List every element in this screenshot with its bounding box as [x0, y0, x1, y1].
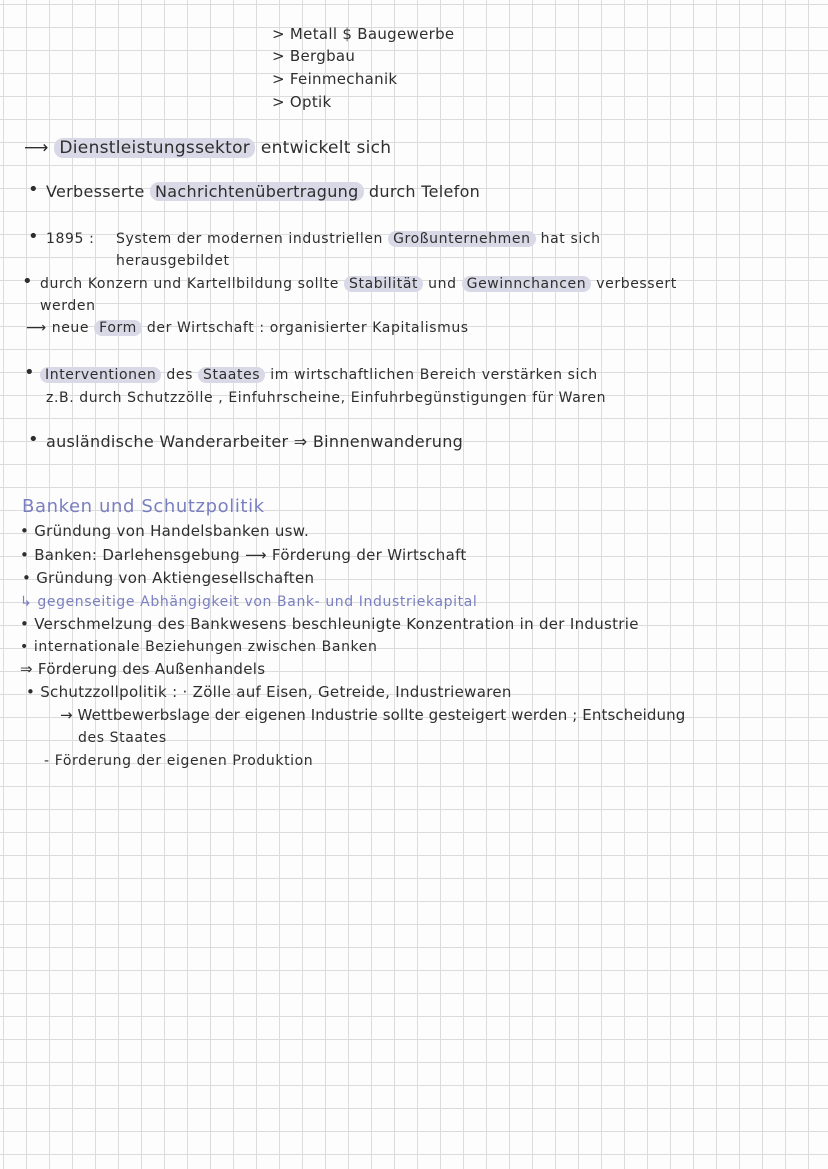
- highlight-interventionen: Interventionen: [40, 367, 161, 383]
- highlight-dienstleistungssektor: Dienstleistungssektor: [54, 138, 255, 158]
- bullet-icon: •: [28, 179, 39, 200]
- list-item-abhaengigkeit: ↳ gegenseitige Abhängigkeit von Bank- und Industriekapital: [20, 594, 478, 610]
- note-konzern-kartell: [40, 274, 677, 294]
- text: entwickelt sich: [255, 138, 392, 158]
- list-item-optik: > Optik: [272, 93, 332, 111]
- list-item: → Wettbewerbslage der eigenen Industrie sollte gesteigert werden ; Entscheidung: [60, 706, 686, 724]
- highlight-nachrichtenuebertragung: Nachrichtenübertragung: [150, 182, 364, 201]
- highlight-staates: Staates: [198, 367, 265, 383]
- text: des: [161, 367, 199, 383]
- note-wanderarbeiter: ausländische Wanderarbeiter ⇒ Binnenwanderung: [46, 432, 464, 451]
- note-konzern-kartell-cont: werden: [40, 298, 96, 314]
- bullet-icon: •: [24, 362, 35, 383]
- text: und: [423, 276, 462, 292]
- list-item: • Gründung von Handelsbanken usw.: [20, 522, 310, 540]
- note-grossunternehmen: [116, 229, 601, 249]
- text: neue: [51, 320, 95, 336]
- highlight-stabilitaet: Stabilität: [344, 276, 423, 292]
- text: der Wirtschaft : organisierter Kapitalismus: [141, 320, 469, 336]
- bullet-icon: •: [22, 271, 33, 292]
- arrow-icon: ⟶: [26, 320, 47, 336]
- highlight-gewinnchancen: Gewinnchancen: [462, 276, 592, 292]
- text: System der modernen industriellen: [116, 231, 389, 247]
- arrow-icon: ⟶: [24, 138, 49, 158]
- section-heading-banken: Banken und Schutzpolitik: [22, 496, 265, 517]
- note-organisierter-kapitalismus: [26, 318, 469, 338]
- list-item: • internationale Beziehungen zwischen Banken: [20, 639, 378, 655]
- list-item: • Gründung von Aktiengesellschaften: [22, 569, 315, 587]
- highlight-grossunternehmen: Großunternehmen: [388, 231, 536, 247]
- note-nachrichtenuebertragung: [46, 182, 480, 202]
- text: durch Telefon: [363, 182, 481, 201]
- note-interventionen-cont: z.B. durch Schutzzölle , Einfuhrscheine, Einfuhrbegünstigungen für Waren: [46, 390, 607, 406]
- text: im wirtschaftlichen Bereich verstärken sich: [265, 367, 598, 383]
- list-item: • Banken: Darlehensgebung ⟶ Förderung der Wirtschaft: [20, 546, 467, 564]
- list-item-cont: des Staates: [78, 730, 167, 746]
- list-item: - Förderung der eigenen Produktion: [44, 753, 314, 769]
- bullet-icon: •: [28, 429, 39, 450]
- note-dienstleistungssektor: [24, 138, 391, 158]
- note-1895-year: 1895 :: [46, 231, 95, 247]
- text: Verbesserte: [46, 182, 151, 201]
- bullet-icon: •: [28, 226, 39, 247]
- highlight-form: Form: [94, 320, 142, 336]
- list-item: • Verschmelzung des Bankwesens beschleunigte Konzentration in der Industrie: [20, 615, 639, 633]
- list-item-bergbau: > Bergbau: [272, 47, 356, 65]
- list-item: • Schutzzollpolitik : · Zölle auf Eisen, Getreide, Industriewaren: [26, 683, 512, 701]
- list-item: ⇒ Förderung des Außenhandels: [20, 660, 266, 678]
- text: durch Konzern und Kartellbildung sollte: [40, 276, 345, 292]
- text: verbessert: [591, 276, 677, 292]
- note-interventionen: [40, 365, 598, 385]
- text: hat sich: [535, 231, 601, 247]
- list-item-metall: > Metall $ Baugewerbe: [272, 25, 455, 43]
- list-item-feinmechanik: > Feinmechanik: [272, 70, 398, 88]
- note-grossunternehmen-cont: herausgebildet: [116, 253, 230, 269]
